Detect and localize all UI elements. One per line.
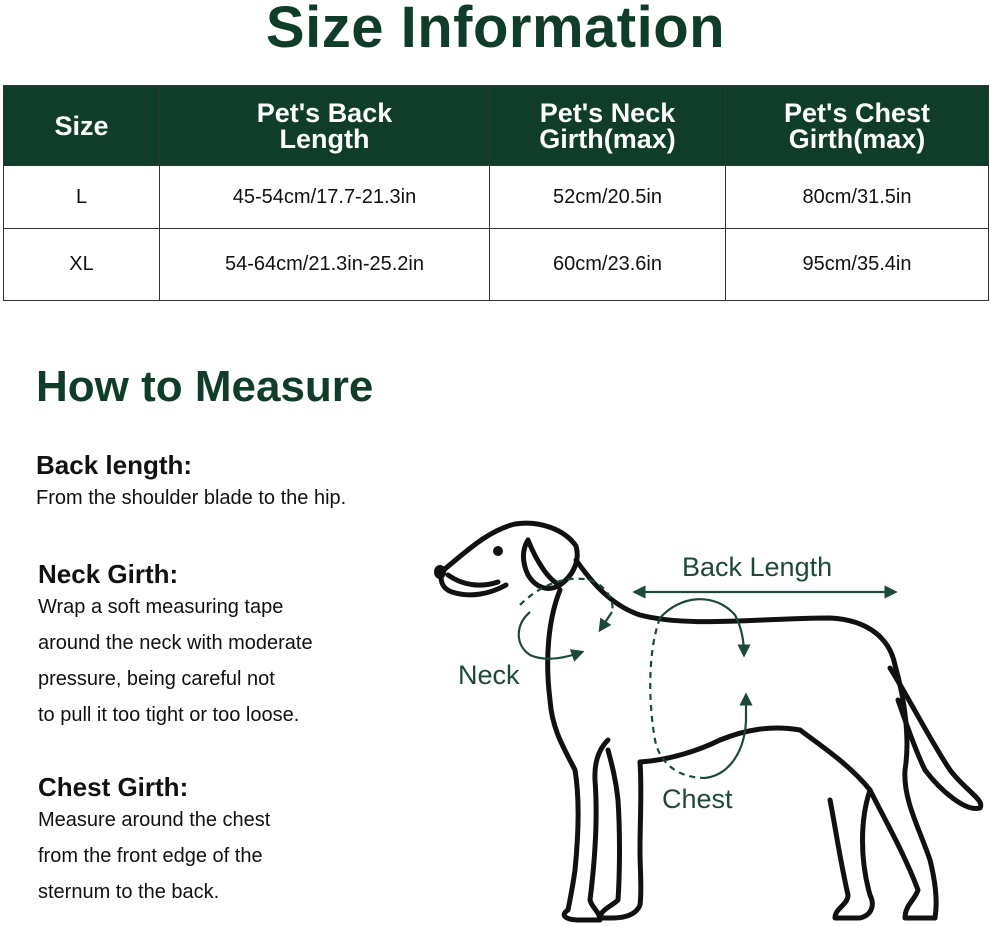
back-length-label: Back Length xyxy=(682,552,833,582)
dog-measurement-diagram xyxy=(420,510,991,927)
cell-size: L xyxy=(4,166,160,229)
cell-neck-girth: 52cm/20.5in xyxy=(490,166,726,229)
header-size: Size xyxy=(4,86,160,166)
chest-girth-text xyxy=(38,802,270,910)
dog-outline-icon xyxy=(434,523,981,920)
cell-size: XL xyxy=(4,229,160,301)
neck-label: Neck xyxy=(458,660,520,690)
text-line: to pull it too tight or too loose. xyxy=(38,704,300,726)
cell-back-length: 54-64cm/21.3in-25.2in xyxy=(160,229,490,301)
size-table xyxy=(3,85,989,301)
page-title: Size Information xyxy=(265,0,726,60)
chest-label: Chest xyxy=(662,784,733,814)
header-chest-girth: Pet's Chest Girth(max) xyxy=(726,86,989,166)
cell-neck-girth: 60cm/23.6in xyxy=(490,229,726,301)
text-line: sternum to the back. xyxy=(38,881,220,903)
text-line: pressure, being careful not xyxy=(38,668,275,690)
neck-girth-heading: Neck Girth: xyxy=(38,559,179,589)
how-to-measure-title: How to Measure xyxy=(36,362,374,411)
back-length-heading: Back length: xyxy=(36,450,193,480)
header-back-length: Pet's Back Length xyxy=(160,86,490,166)
neck-girth-text xyxy=(38,589,313,733)
cell-chest-girth: 80cm/31.5in xyxy=(726,166,989,229)
text-line: From the shoulder blade to the hip. xyxy=(36,487,347,509)
text-line: Measure around the chest xyxy=(38,809,271,831)
table-row xyxy=(4,166,989,229)
cell-chest-girth: 95cm/35.4in xyxy=(726,229,989,301)
text-line: Wrap a soft measuring tape xyxy=(38,596,284,618)
header-neck-girth: Pet's Neck Girth(max) xyxy=(490,86,726,166)
text-line: around the neck with moderate xyxy=(38,632,313,654)
chest-girth-heading: Chest Girth: xyxy=(38,772,189,802)
text-line: from the front edge of the xyxy=(38,845,263,867)
table-row xyxy=(4,229,989,301)
back-length-text xyxy=(36,480,346,516)
cell-back-length: 45-54cm/17.7-21.3in xyxy=(160,166,490,229)
table-header-row xyxy=(4,86,989,166)
